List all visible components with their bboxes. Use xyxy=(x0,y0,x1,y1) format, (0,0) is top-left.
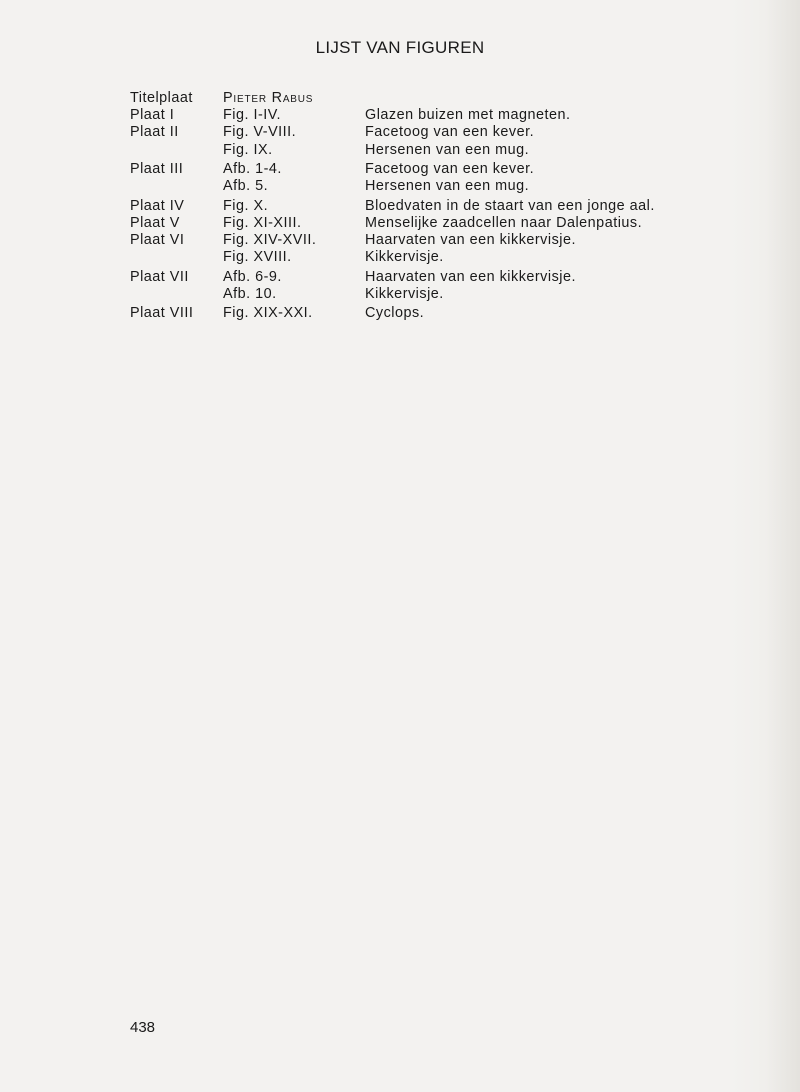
figure-ref: Afb. 1-4. xyxy=(223,161,282,178)
figure-caption: Hersenen van een mug. xyxy=(365,141,530,158)
plate-label: Plaat I xyxy=(130,107,175,124)
page-edge-shadow xyxy=(730,0,800,1092)
list-item xyxy=(130,232,670,249)
figure-caption: Haarvaten van een kikkervisje. xyxy=(365,268,576,285)
list-item xyxy=(130,286,670,303)
list-item xyxy=(130,305,670,322)
list-item xyxy=(130,161,670,178)
plate-label: Plaat V xyxy=(130,214,180,231)
figure-ref: Fig. IX. xyxy=(223,141,273,158)
list-item-frontispiece xyxy=(130,90,670,107)
figure-caption: Facetoog van een kever. xyxy=(365,161,535,178)
figure-ref: Fig. XIV-XVII. xyxy=(223,232,317,249)
figure-ref: Fig. V-VIII. xyxy=(223,124,297,141)
plate-label: Plaat II xyxy=(130,124,179,141)
figure-ref: Fig. XIX-XXI. xyxy=(223,305,313,322)
page-title: LIJST VAN FIGUREN xyxy=(315,38,485,57)
figure-caption: Cyclops. xyxy=(365,305,425,322)
plate-label: Plaat VIII xyxy=(130,305,194,322)
list-item xyxy=(130,269,670,286)
list-item xyxy=(130,124,670,141)
figure-ref: Afb. 10. xyxy=(223,285,277,302)
figure-ref: Fig. I-IV. xyxy=(223,107,282,124)
figure-caption: Facetoog van een kever. xyxy=(365,124,535,141)
author-name: Pieter Rabus xyxy=(223,90,314,106)
figure-caption: Glazen buizen met magneten. xyxy=(365,107,571,124)
plate-label: Plaat III xyxy=(130,161,184,178)
figure-caption: Kikkervisje. xyxy=(365,285,444,302)
figure-ref: Afb. 5. xyxy=(223,178,269,195)
figure-caption: Haarvaten van een kikkervisje. xyxy=(365,232,576,249)
list-item xyxy=(130,142,670,159)
list-item xyxy=(130,107,670,124)
figure-list xyxy=(130,90,670,323)
list-item xyxy=(130,178,670,195)
figure-caption: Kikkervisje. xyxy=(365,249,444,266)
plate-label: Plaat VI xyxy=(130,232,185,249)
page-number: 438 xyxy=(130,1019,156,1036)
figure-ref: Fig. XVIII. xyxy=(223,249,292,266)
figure-ref: Fig. X. xyxy=(223,197,269,214)
plate-label: Titelplaat xyxy=(130,90,193,106)
plate-label: Plaat IV xyxy=(130,197,185,214)
figure-ref: Fig. XI-XIII. xyxy=(223,214,302,231)
figure-ref: Afb. 6-9. xyxy=(223,268,282,285)
plate-label: Plaat VII xyxy=(130,268,189,285)
list-item xyxy=(130,215,670,232)
list-item xyxy=(130,249,670,266)
figure-caption: Bloedvaten in de staart van een jonge aal. xyxy=(365,197,655,214)
list-item xyxy=(130,198,670,215)
figure-caption: Hersenen van een mug. xyxy=(365,178,530,195)
figure-caption: Menselijke zaadcellen naar Dalenpatius. xyxy=(365,214,643,231)
